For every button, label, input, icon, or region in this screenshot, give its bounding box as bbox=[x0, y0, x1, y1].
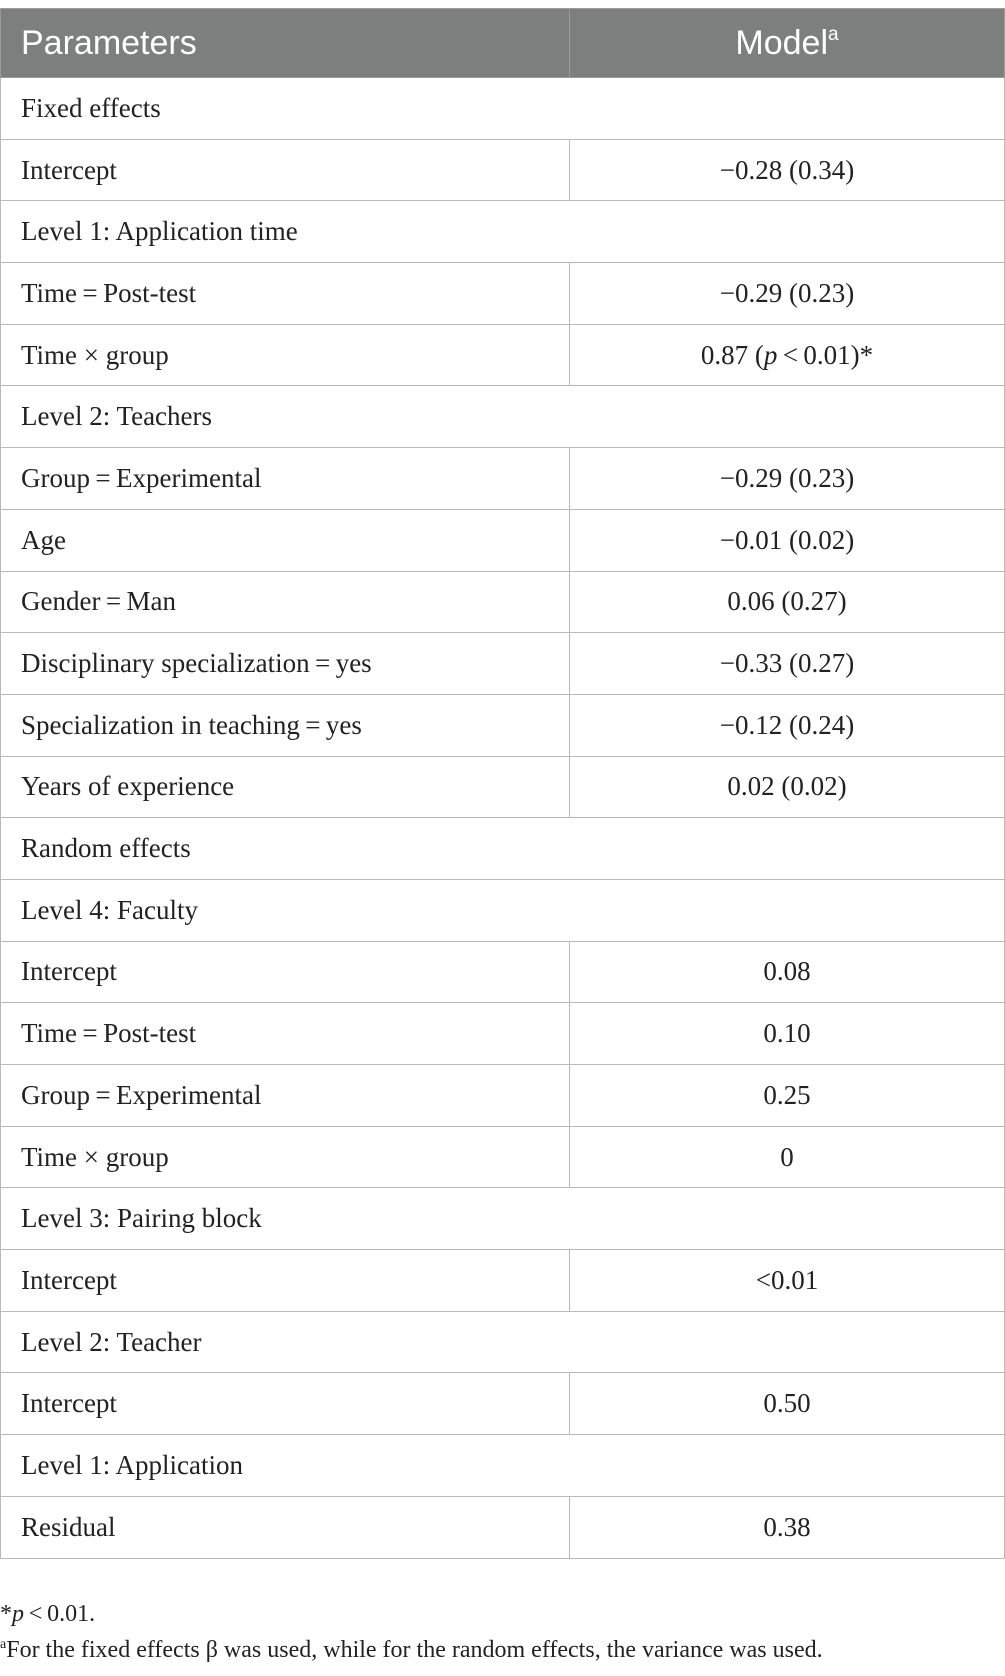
header-model: Model$^a$ bbox=[570, 9, 1005, 78]
parameter-cell: Disciplinary specialization = yes bbox=[1, 633, 570, 695]
parameter-cell: Group = Experimental bbox=[1, 1065, 570, 1127]
table-row bbox=[1, 324, 1005, 386]
model-value-cell: 0.87 (p < 0.01)* bbox=[570, 324, 1005, 386]
header-row bbox=[1, 9, 1005, 78]
parameter-cell: Years of experience bbox=[1, 756, 570, 818]
model-value-cell: 0.25 bbox=[570, 1065, 1005, 1127]
table-row bbox=[1, 1373, 1005, 1435]
section-label: Level 2: Teacher bbox=[1, 1311, 1005, 1373]
parameter-cell: Intercept bbox=[1, 1250, 570, 1312]
table-body bbox=[1, 78, 1005, 1559]
parameter-cell: Specialization in teaching = yes bbox=[1, 694, 570, 756]
parameter-cell: Intercept bbox=[1, 1373, 570, 1435]
footnote-significance: *p < 0.01. bbox=[0, 1601, 96, 1627]
model-value-cell: 0.06 (0.27) bbox=[570, 571, 1005, 633]
parameter-cell: Intercept bbox=[1, 941, 570, 1003]
table-row bbox=[1, 941, 1005, 1003]
table-row bbox=[1, 448, 1005, 510]
parameter-cell: Time × group bbox=[1, 324, 570, 386]
model-value-cell: <0.01 bbox=[570, 1250, 1005, 1312]
table-row bbox=[1, 1065, 1005, 1127]
table-row bbox=[1, 509, 1005, 571]
table-row bbox=[1, 756, 1005, 818]
table-row bbox=[1, 139, 1005, 201]
model-value-cell: 0.08 bbox=[570, 941, 1005, 1003]
table-row bbox=[1, 1003, 1005, 1065]
model-value-cell: 0.02 (0.02) bbox=[570, 756, 1005, 818]
table-row bbox=[1, 633, 1005, 695]
model-value-cell: 0.10 bbox=[570, 1003, 1005, 1065]
model-value-cell: 0 bbox=[570, 1126, 1005, 1188]
model-value-cell: −0.29 (0.23) bbox=[570, 263, 1005, 325]
results-table bbox=[0, 8, 1005, 1559]
section-row bbox=[1, 201, 1005, 263]
footnote-model-note: $^a$For the fixed effects β was used, while for the random effects, the variance was used. bbox=[0, 1637, 823, 1663]
model-value-cell: 0.38 bbox=[570, 1496, 1005, 1558]
model-value-cell: −0.33 (0.27) bbox=[570, 633, 1005, 695]
model-value-cell: −0.01 (0.02) bbox=[570, 509, 1005, 571]
header-parameters: Parameters bbox=[1, 9, 570, 78]
parameter-cell: Group = Experimental bbox=[1, 448, 570, 510]
section-label: Level 3: Pairing block bbox=[1, 1188, 1005, 1250]
parameter-cell: Age bbox=[1, 509, 570, 571]
parameter-cell: Residual bbox=[1, 1496, 570, 1558]
parameter-cell: Gender = Man bbox=[1, 571, 570, 633]
section-row bbox=[1, 78, 1005, 140]
section-label: Level 1: Application time bbox=[1, 201, 1005, 263]
table-row bbox=[1, 1126, 1005, 1188]
table-row bbox=[1, 571, 1005, 633]
table-footnotes bbox=[0, 1596, 1005, 1668]
section-row bbox=[1, 386, 1005, 448]
table-row bbox=[1, 1496, 1005, 1558]
model-value-cell: −0.29 (0.23) bbox=[570, 448, 1005, 510]
table-row bbox=[1, 263, 1005, 325]
section-row bbox=[1, 1188, 1005, 1250]
section-row bbox=[1, 1311, 1005, 1373]
section-label: Level 2: Teachers bbox=[1, 386, 1005, 448]
section-label: Fixed effects bbox=[1, 78, 1005, 140]
section-row bbox=[1, 879, 1005, 941]
section-label: Random effects bbox=[1, 818, 1005, 880]
section-row bbox=[1, 1435, 1005, 1497]
table-row bbox=[1, 1250, 1005, 1312]
model-value-cell: −0.12 (0.24) bbox=[570, 694, 1005, 756]
parameter-cell: Time = Post-test bbox=[1, 263, 570, 325]
parameter-cell: Time = Post-test bbox=[1, 1003, 570, 1065]
section-label: Level 4: Faculty bbox=[1, 879, 1005, 941]
header-model-footnote-marker: a bbox=[828, 24, 839, 45]
parameter-cell: Time × group bbox=[1, 1126, 570, 1188]
model-value-cell: −0.28 (0.34) bbox=[570, 139, 1005, 201]
section-row bbox=[1, 818, 1005, 880]
parameter-cell: Intercept bbox=[1, 139, 570, 201]
table-row bbox=[1, 694, 1005, 756]
results-table-container bbox=[0, 8, 1005, 1559]
section-label: Level 1: Application bbox=[1, 1435, 1005, 1497]
model-value-cell: 0.50 bbox=[570, 1373, 1005, 1435]
